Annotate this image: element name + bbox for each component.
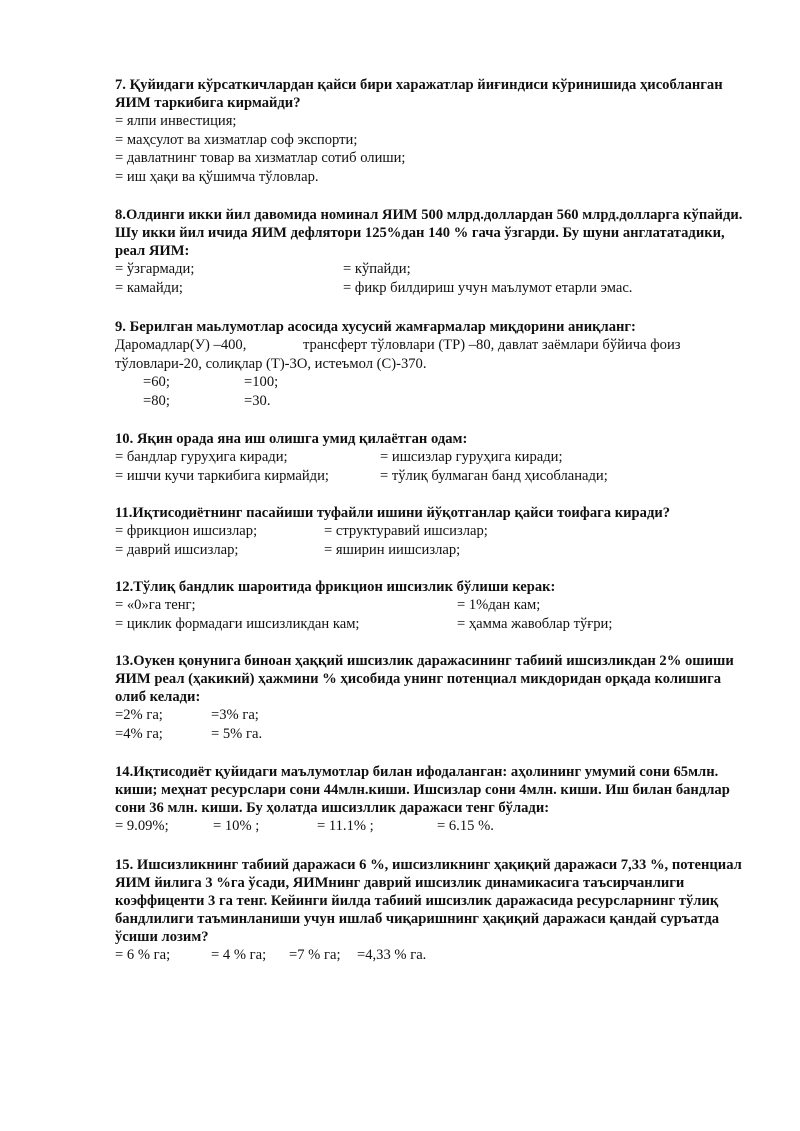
answer-option: =30.	[244, 392, 271, 409]
answer-option: = фикр билдириш учун маълумот етарли эмас.	[343, 279, 633, 296]
question-stem: 14.Иқтисодиёт қуйидаги маълумотлар билан ифодаланган: аҳолининг умумий сони 65млн. киши; меҳнат ресурслари сони 44млн.киши. Ишсизлар сони 4млн. киши. Иш билан бандлар сони 36 млн. киши. Бу ҳолатда ишсизллик даражаси тенг бўлади:	[115, 764, 730, 816]
answer-options	[115, 448, 755, 485]
answer-options	[115, 112, 755, 186]
answer-option: = 10% ;	[213, 818, 260, 834]
answer-option: =2% га;	[115, 707, 163, 723]
answer-option: = ўзгармади;	[115, 261, 195, 277]
answer-option: = 6.15 %.	[437, 818, 494, 834]
answer-option: = 1%дан кам;	[457, 597, 541, 613]
question-10	[115, 430, 755, 485]
question-stem: 15. Ишсизликнинг табиий даражаси 6 %, ишсизликнинг ҳақиқий даражаси 7,33 %, потенциал ЯИМ йилига 3 %га ўсади, ЯИМнинг даврий ишсизлик динамикасига таъсирчанлиги коэффиценти 3 га тенг. Кейинги йилда табиий ишсизлик даражасида ресурсларнинг тўлиқ бандлилиги таъминланиши учун ишлаб чиқаришнинг ҳақиқий даражаси қандай суръатда ўсиши лозим?	[115, 857, 742, 945]
answer-option: = 11.1% ;	[317, 818, 374, 834]
answer-option: = кўпайди;	[343, 261, 411, 277]
answer-option: =4% га;	[115, 725, 163, 742]
answer-options	[115, 260, 755, 297]
question-14	[115, 763, 755, 836]
answer-option: = ҳамма жавоблар тўғри;	[457, 615, 613, 632]
answer-option: = даврий ишсизлар;	[115, 541, 239, 558]
answer-option: = иш ҳақи ва қўшимча тўловлар.	[115, 168, 319, 185]
answer-options	[115, 946, 755, 965]
question-stem: 10. Яқин орада яна иш олишга умид қилаётган одам:	[115, 431, 468, 447]
answer-option: = ишсизлар гуруҳига киради;	[380, 449, 563, 465]
answer-option: =4,33 % га.	[357, 947, 427, 963]
answer-option: = циклик формадаги ишсизликдан кам;	[115, 615, 360, 632]
answer-option: = 5% га.	[211, 725, 263, 742]
question-stem: 13.Оукен қонунига биноан ҳаққий ишсизлик даражасининг табиий ишсизликдан 2% ошиши ЯИМ реал (ҳакикий) ҳажмини % ҳисобида унинг потенциал микдоридан орқада колишига олиб келади:	[115, 653, 734, 705]
question-stem: 12.Тўлиқ бандлик шароитида фрикцион ишсизлик бўлиши керак:	[115, 579, 556, 595]
answer-option: = структуравий ишсизлар;	[324, 523, 488, 539]
answer-options	[115, 373, 755, 410]
question-7	[115, 76, 755, 186]
question-data-line: тўловлари-20, солиқлар (Т)-3О, истеъмол (С)-370.	[115, 355, 427, 372]
answer-option: = фрикцион ишсизлар;	[115, 523, 258, 539]
answer-option: = ялпи инвестиция;	[115, 113, 237, 129]
answer-options	[115, 817, 755, 836]
answer-option: =60;	[143, 374, 170, 390]
answer-options	[115, 596, 755, 633]
answer-option: = 4 % га;	[211, 947, 267, 963]
answer-option: = бандлар гуруҳига киради;	[115, 449, 288, 465]
answer-option: = 6 % га;	[115, 947, 171, 963]
answer-option: =3% га;	[211, 707, 259, 723]
question-15	[115, 856, 755, 965]
question-12	[115, 578, 755, 633]
answer-option: =80;	[143, 392, 170, 409]
answer-option: = яширин иишсизлар;	[324, 541, 461, 558]
question-data-income: Даромадлар(У) –400,	[115, 337, 247, 353]
answer-option: =7 % га;	[289, 947, 341, 963]
question-8	[115, 206, 755, 297]
answer-option: = маҳсулот ва хизматлар соф экспорти;	[115, 131, 358, 148]
question-9	[115, 318, 755, 410]
question-data-line	[115, 336, 755, 355]
answer-options	[115, 706, 755, 743]
answer-options	[115, 522, 755, 559]
question-stem: 8.Олдинги икки йил давомида номинал ЯИМ 500 млрд.доллардан 560 млрд.долларга кўпайди. Шу икки йил ичида ЯИМ дефлятори 125%дан 140 % гача ўзгарди. Бу шуни англататадики, реал ЯИМ:	[115, 207, 743, 259]
question-stem: 9. Берилган маьлумотлар асосида хусусий жамғармалар миқдорини аниқланг:	[115, 319, 636, 335]
answer-option: = ишчи кучи таркибига кирмайди;	[115, 467, 329, 484]
answer-option: =100;	[244, 374, 279, 390]
answer-option: = тўлиқ булмаган банд ҳисобланади;	[380, 467, 608, 484]
answer-option: = камайди;	[115, 279, 183, 296]
answer-option: = 9.09%;	[115, 818, 169, 834]
question-11	[115, 504, 755, 559]
answer-option: = «0»га тенг;	[115, 597, 196, 613]
question-13	[115, 652, 755, 743]
question-stem: 7. Қуйидаги кўрсаткичлардан қайси бири харажатлар йиғиндиси кўринишида ҳисобланган ЯИМ таркибига кирмайди?	[115, 77, 723, 111]
answer-option: = давлатнинг товар ва хизматлар сотиб олиши;	[115, 150, 406, 166]
question-data-transfers: трансферт тўловлари (ТР) –80, давлат заёмлари бўйича фоиз	[303, 337, 681, 353]
question-stem: 11.Иқтисодиётнинг пасайиши туфайли ишини йўқотганлар қайси тоифага киради?	[115, 505, 671, 521]
